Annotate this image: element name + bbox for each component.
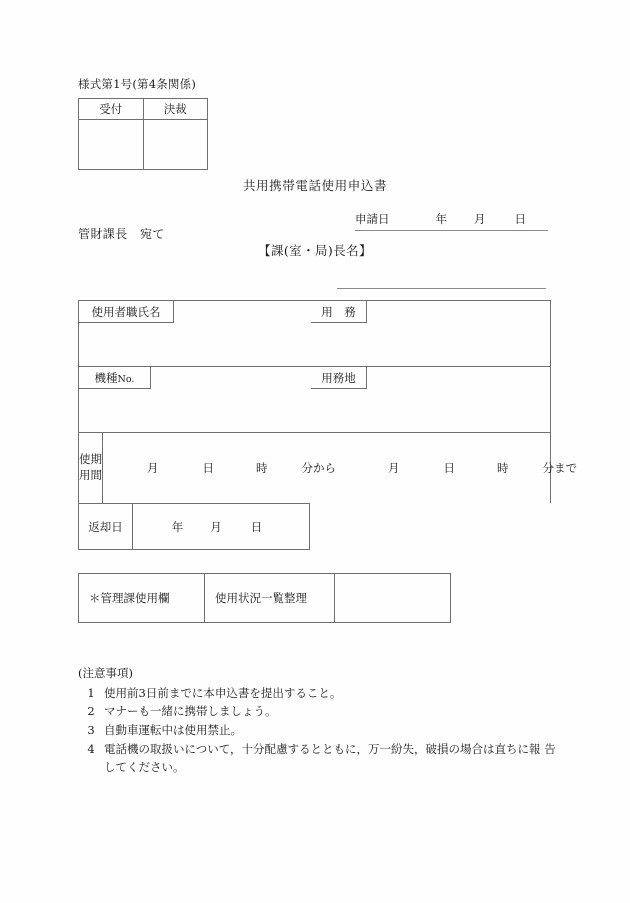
note-text-line1: 電話機の取扱いについて，十分配慮するとともに，万一紛失，破損の場合は直ちに報 [104, 741, 541, 756]
table-row [79, 120, 208, 170]
usage-period-label-line2: 期間 [90, 452, 102, 482]
note-text: マナーも一緒に携帯しましょう。 [104, 704, 277, 719]
row-return-date [78, 503, 310, 550]
main-form-table [78, 300, 577, 550]
return-date-day: 日 [250, 519, 263, 534]
note-text [104, 740, 558, 777]
signature-line[interactable] [337, 288, 546, 289]
return-date-label: 返却日 [79, 504, 133, 549]
admin-blank-cell[interactable] [335, 574, 451, 623]
period-from-hour: 時 [256, 461, 268, 475]
addressee: 管財課長 宛て [78, 227, 165, 241]
document-title: 共用携帯電話使用申込書 [242, 178, 388, 193]
note-number: 2 [87, 704, 95, 719]
receipt-stamp-cell[interactable] [79, 120, 144, 170]
return-date-fields[interactable] [133, 504, 309, 549]
application-date-field[interactable] [355, 211, 548, 231]
model-number-label-no: No. [117, 374, 135, 385]
receipt-approval-table [78, 98, 208, 170]
application-date-year: 年 [435, 212, 447, 226]
duty-place-label: 用務地 [311, 367, 367, 389]
application-date-month: 月 [474, 212, 486, 226]
list-item [78, 702, 558, 721]
return-date-month: 月 [210, 519, 222, 534]
approval-stamp-cell[interactable] [143, 120, 208, 170]
note-number: 3 [87, 722, 95, 737]
table-row [79, 574, 451, 623]
usage-period-label-line1: 使用 [79, 452, 91, 482]
user-name-label: 使用者職氏名 [79, 301, 174, 323]
note-number: 4 [87, 741, 95, 756]
admin-use-label-cell: ＊管理課使用欄 [79, 574, 205, 623]
list-item [78, 740, 558, 777]
period-from-day: 日 [202, 461, 214, 475]
model-number-label-text: 機種 [94, 371, 118, 385]
period-to-minute: 分まで [542, 461, 577, 475]
application-date-label: 申請日 [355, 212, 390, 226]
period-to-hour: 時 [497, 461, 509, 475]
form-number: 様式第1号(第4条関係) [78, 77, 197, 91]
chief-name-label: 【課(室・局)長名】 [258, 243, 372, 258]
row-model-and-place [78, 366, 551, 432]
usage-period-fields[interactable] [103, 433, 577, 503]
notes-section [78, 664, 558, 777]
usage-period-label [79, 433, 103, 503]
return-date-year: 年 [171, 519, 184, 534]
period-from-month: 月 [147, 461, 159, 475]
list-item [78, 684, 558, 703]
model-number-label [79, 367, 151, 389]
admin-use-table [78, 573, 451, 623]
row-usage-period [78, 432, 577, 503]
note-text: 自動車運転中は使用禁止。 [104, 722, 242, 737]
note-text: 使用前3日前までに本申込書を提出すること。 [104, 685, 342, 700]
note-text-line2: 告してください。 [104, 741, 556, 775]
receipt-header-cell: 受付 [79, 99, 144, 120]
duty-label: 用 務 [311, 301, 367, 323]
period-from-minute: 分から [301, 461, 336, 475]
period-to-day: 日 [443, 461, 455, 475]
usage-summary-cell: 使用状況一覧整理 [205, 574, 335, 623]
row-user-and-duty [78, 300, 551, 366]
table-row [79, 99, 208, 120]
application-date-day: 日 [514, 212, 526, 226]
approval-header-cell: 決裁 [143, 99, 208, 120]
notes-heading: (注意事項) [78, 666, 133, 680]
period-to-month: 月 [388, 461, 400, 475]
note-number: 1 [87, 685, 95, 700]
list-item [78, 721, 558, 740]
